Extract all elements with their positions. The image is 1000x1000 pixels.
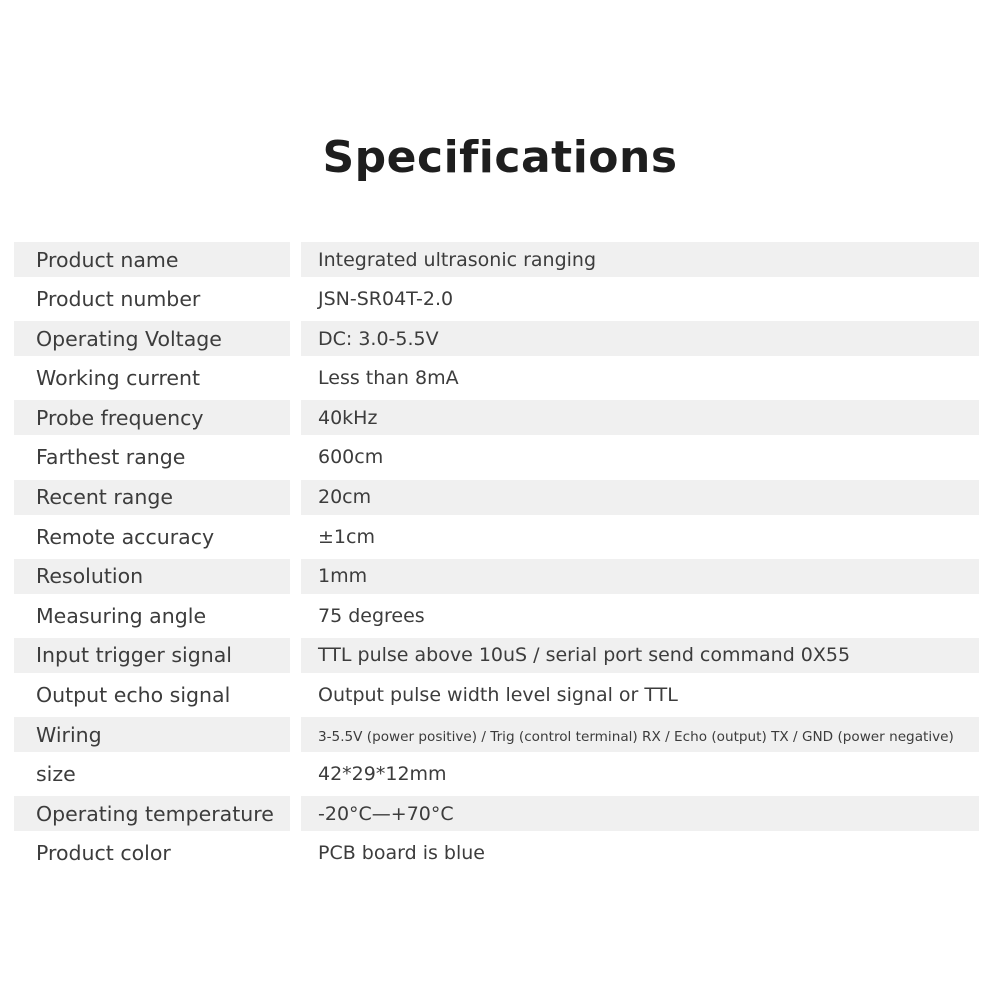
spec-label: Product number xyxy=(36,287,201,312)
spec-row-remote-accuracy xyxy=(14,517,979,557)
spec-row-size xyxy=(14,755,979,795)
spec-value: ±1cm xyxy=(318,525,375,548)
spec-value: -20°C—+70°C xyxy=(301,796,979,831)
spec-label: Product color xyxy=(36,841,171,866)
page-title: Specifications xyxy=(322,132,678,183)
spec-value: 40kHz xyxy=(301,400,979,435)
spec-value: JSN-SR04T-2.0 xyxy=(318,288,454,311)
spec-label: Working current xyxy=(36,366,201,391)
spec-value: 3-5.5V (power positive) / Trig (control terminal) RX / Echo (output) TX / GND (power negative) xyxy=(301,717,979,752)
spec-value: 600cm xyxy=(318,446,384,469)
spec-row-product-number xyxy=(14,280,979,320)
spec-row-probe-frequency xyxy=(14,398,979,438)
spec-value: 42*29*12mm xyxy=(318,763,447,786)
spec-label: Recent range xyxy=(14,480,290,515)
spec-label: Output echo signal xyxy=(36,683,231,708)
spec-value: 1mm xyxy=(301,559,979,594)
spec-label: Remote accuracy xyxy=(36,524,215,549)
spec-value: Output pulse width level signal or TTL xyxy=(318,684,678,707)
spec-row-output-echo-signal xyxy=(14,676,979,716)
spec-value: Integrated ultrasonic ranging xyxy=(301,242,979,277)
spec-value: Less than 8mA xyxy=(318,367,459,390)
spec-value: 75 degrees xyxy=(318,604,425,627)
spec-label: Input trigger signal xyxy=(14,638,290,673)
spec-label: Probe frequency xyxy=(14,400,290,435)
spec-row-working-current xyxy=(14,359,979,399)
spec-value: DC: 3.0-5.5V xyxy=(301,321,979,356)
spec-label: Farthest range xyxy=(36,445,186,470)
spec-label: Wiring xyxy=(14,717,290,752)
spec-label: size xyxy=(36,762,76,787)
spec-label: Product name xyxy=(14,242,290,277)
spec-label: Operating Voltage xyxy=(14,321,290,356)
spec-row-farthest-range xyxy=(14,438,979,478)
spec-row-product-name xyxy=(14,240,979,280)
spec-row-input-trigger-signal xyxy=(14,636,979,676)
spec-label: Measuring angle xyxy=(36,603,207,628)
spec-value: TTL pulse above 10uS / serial port send command 0X55 xyxy=(301,638,979,673)
spec-row-recent-range xyxy=(14,478,979,518)
spec-row-resolution xyxy=(14,557,979,597)
spec-row-wiring xyxy=(14,715,979,755)
spec-label: Resolution xyxy=(14,559,290,594)
spec-row-measuring-angle xyxy=(14,596,979,636)
spec-value: PCB board is blue xyxy=(318,842,485,865)
spec-table xyxy=(14,240,979,874)
spec-value: 20cm xyxy=(301,480,979,515)
spec-label: Operating temperature xyxy=(14,796,290,831)
spec-row-operating-temperature xyxy=(14,794,979,834)
spec-row-operating-voltage xyxy=(14,319,979,359)
spec-row-product-color xyxy=(14,834,979,874)
